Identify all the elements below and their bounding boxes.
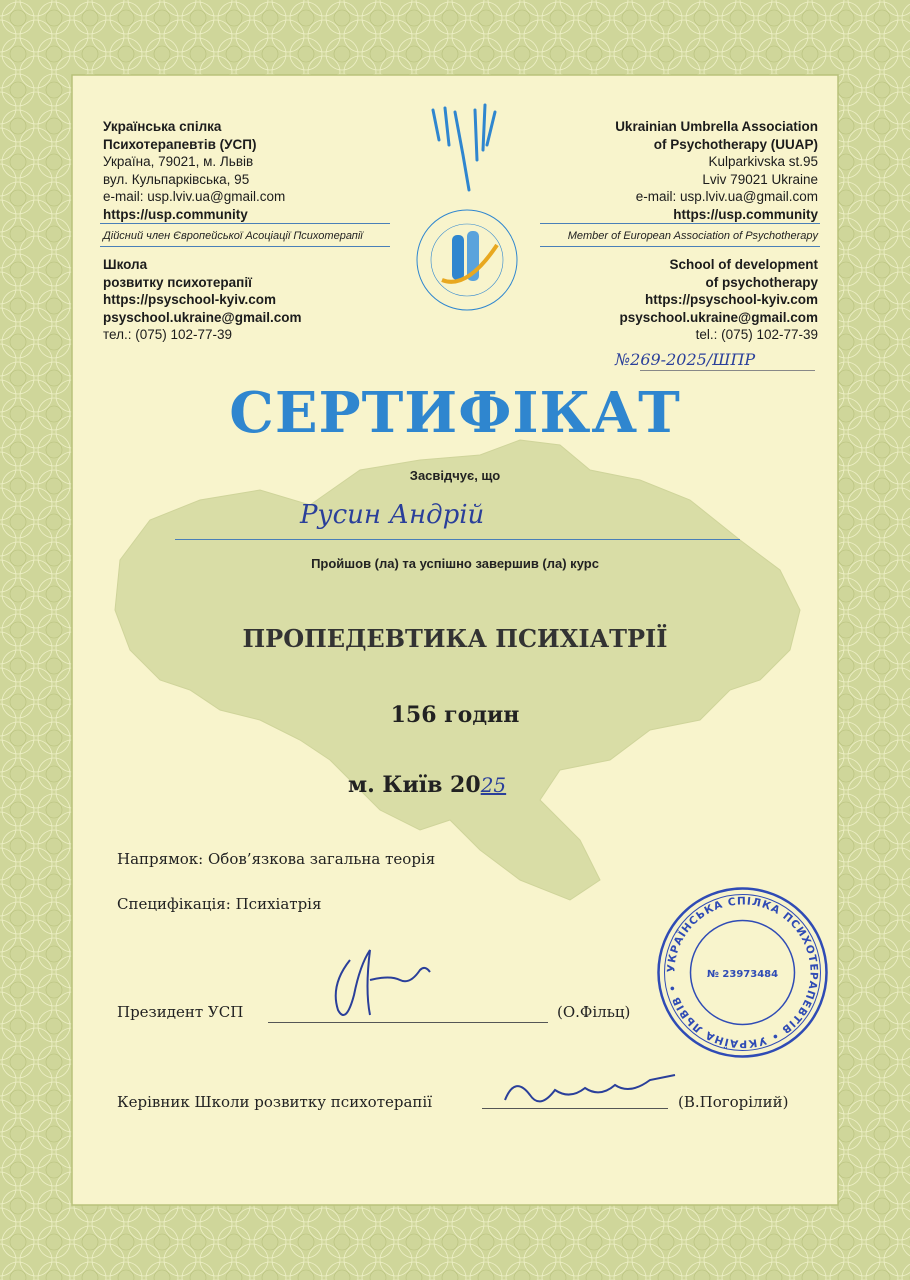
president-signature: [310, 940, 440, 1025]
school-website-left: https://psyschool-kyiv.com: [103, 292, 277, 307]
school-phone-left: тел.: (075) 102-77-39: [103, 327, 233, 342]
official-stamp: [655, 885, 830, 1060]
recipient-underline: [175, 539, 740, 540]
school-head-signature-scribble: [500, 1070, 680, 1120]
right-divider-top: [540, 223, 820, 224]
usp-membership: Дійсний член Європейської Асоціації Психотерапії: [103, 230, 363, 242]
usp-address-line2: вул. Кульпарківська, 95: [103, 171, 250, 187]
certifies-label: Засвідчує, що: [409, 468, 501, 483]
city-year: [348, 772, 506, 798]
school-email-right: psyschool.ukraine@gmail.com: [619, 309, 818, 325]
right-divider-bottom: [540, 246, 820, 247]
stamp-code: № 23973484: [706, 969, 779, 980]
school-head-signature: [500, 1070, 680, 1126]
left-divider-bottom: [100, 246, 390, 247]
specification-label: Специфікація:: [117, 895, 231, 913]
direction-value: Обов’язкова загальна теорія: [208, 850, 436, 868]
school-head-signature-line: [482, 1108, 668, 1109]
direction-row: [117, 850, 435, 868]
usp-website: https://usp.community: [103, 206, 248, 222]
school-info-left: [103, 256, 403, 344]
uuap-name-line2: of Psychotherapy (UUAP): [653, 136, 818, 152]
completed-label: Пройшов (ла) та успішно завершив (ла) курс: [311, 556, 599, 571]
uuap-info-block: [510, 118, 818, 223]
uuap-address-line1: Kulparkivska st.95: [708, 154, 818, 169]
school-email-left: psyschool.ukraine@gmail.com: [103, 309, 302, 325]
president-label: Президент УСП: [117, 1003, 244, 1021]
president-name: (О.Фільц): [557, 1003, 631, 1021]
uuap-address-line2: Lviv 79021 Ukraine: [702, 171, 818, 187]
city-year-prefix: м. Київ 20: [348, 772, 481, 798]
school-phone-right: tel.: (075) 102-77-39: [695, 327, 818, 342]
specification-value: Психіатрія: [235, 895, 322, 913]
certificate-number: №269-2025/ШПР: [615, 350, 756, 369]
uuap-logo: [425, 100, 515, 195]
year-suffix: 25: [480, 773, 507, 797]
school-info-right: [510, 256, 818, 344]
school-name-en-line1: School of development: [669, 257, 818, 272]
recipient-name: Русин Андрій: [300, 500, 485, 530]
school-website-right: https://psyschool-kyiv.com: [644, 292, 818, 307]
school-head-name: (В.Погорілий): [678, 1093, 789, 1111]
uuap-website: https://usp.community: [673, 206, 818, 222]
school-emblem: [412, 205, 522, 315]
course-name: ПРОПЕДЕВТИКА ПСИХІАТРІЇ: [242, 624, 668, 653]
number-underline: [640, 370, 815, 371]
usp-name-line1: Українська спілка: [103, 119, 222, 134]
school-name-en-line2: of psychotherapy: [705, 274, 818, 290]
direction-label: Напрямок:: [117, 850, 204, 868]
uuap-email: e-mail: usp.lviv.ua@gmail.com: [635, 189, 818, 204]
school-head-label: Керівник Школи розвитку психотерапії: [117, 1093, 433, 1111]
left-divider-top: [100, 223, 390, 224]
usp-address-line1: Україна, 79021, м. Львів: [103, 154, 254, 169]
school-name-line2: розвитку психотерапії: [103, 274, 252, 290]
uuap-membership: Member of European Association of Psychotherapy: [567, 230, 818, 242]
usp-name-line2: Психотерапевтів (УСП): [103, 136, 257, 152]
school-name-line1: Школа: [103, 257, 148, 272]
uuap-name-line1: Ukrainian Umbrella Association: [615, 119, 818, 134]
certificate-title: СЕРТИФІКАТ: [229, 380, 681, 446]
specification-row: [117, 895, 321, 913]
course-hours: 156 годин: [390, 702, 520, 728]
stamp-ring-text: УКРАЇНСЬКА СПІЛКА ПСИХОТЕРАПЕВТІВ • УКРАЇНА ЛЬВІВ •: [665, 895, 820, 1050]
usp-email: e-mail: usp.lviv.ua@gmail.com: [103, 189, 286, 204]
usp-info-block: [103, 118, 403, 223]
president-signature-line: [268, 1022, 548, 1023]
